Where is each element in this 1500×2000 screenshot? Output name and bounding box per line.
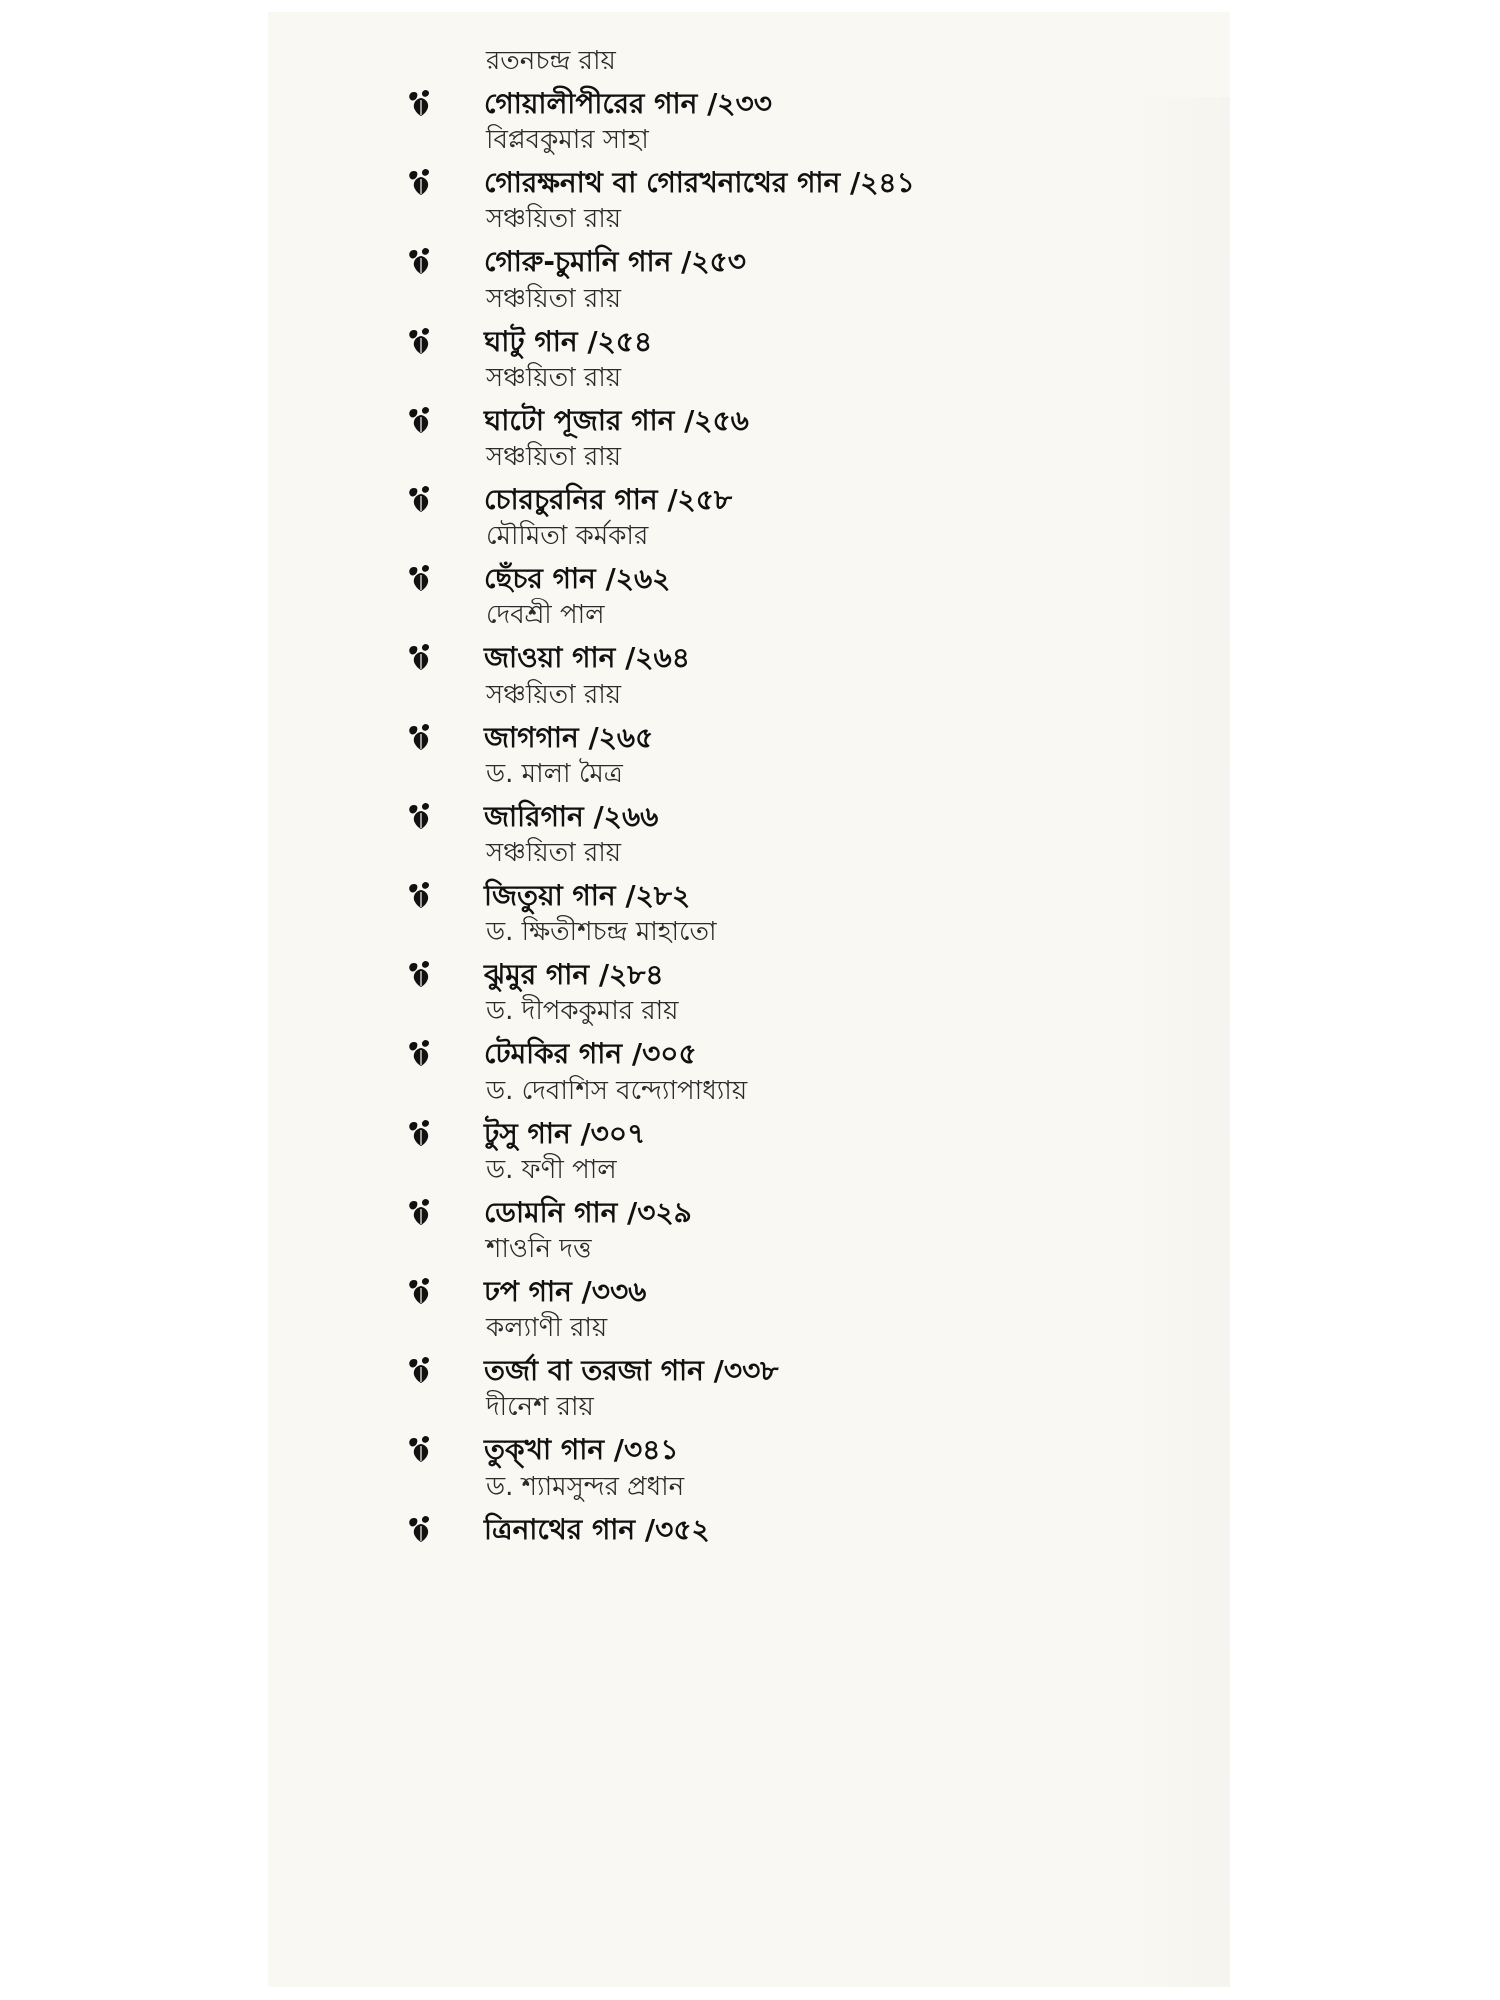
leaf-bullet-icon	[406, 1038, 436, 1068]
toc-title	[484, 1114, 645, 1154]
toc-title-line	[268, 480, 1230, 524]
toc-page-number: /২৫৮	[667, 483, 733, 516]
leaf-bullet-icon	[406, 1197, 436, 1227]
toc-title	[484, 322, 652, 362]
leaf-bullet-icon	[406, 88, 436, 118]
toc-title	[484, 1351, 778, 1391]
toc-title-text: জাগগান	[484, 720, 579, 754]
toc-title-text: ত্রিনাথের গান	[484, 1512, 636, 1546]
toc-title-line	[268, 401, 1230, 445]
toc-title-line	[268, 1193, 1230, 1237]
toc-page-number: /২৬৪	[625, 641, 690, 675]
toc-title-text: জিতুয়া গান	[484, 879, 616, 912]
toc-author: ড. দেবাশিস বন্দ্যোপাধ্যায়	[486, 1075, 748, 1106]
toc-title	[484, 242, 746, 282]
toc-page-number: /২৫৪	[587, 324, 653, 358]
toc-title	[484, 1034, 697, 1074]
toc-page-number: /৩৫২	[644, 1512, 710, 1546]
toc-title-text: ঢপ গান	[484, 1275, 572, 1308]
toc-title-line	[268, 1114, 1230, 1158]
toc-title-text: ডোমনি গান	[484, 1195, 618, 1229]
toc-title-line	[268, 84, 1230, 128]
toc-title-text: গোরু-চুমানি গান	[484, 245, 672, 279]
toc-page-number: /২৪১	[850, 166, 915, 200]
toc-author: দেবশ্রী পাল	[486, 600, 605, 631]
toc-page-number: /২৫৩	[681, 245, 746, 279]
toc-title	[484, 1272, 646, 1312]
leaf-bullet-icon	[406, 405, 436, 435]
toc-title-text: ঘাটো পূজার গান	[484, 403, 675, 437]
toc-title	[484, 401, 749, 441]
toc-title-text: তর্জা বা তরজা গান	[484, 1354, 704, 1388]
toc-title-line	[268, 1510, 1230, 1554]
toc-title-line	[268, 1351, 1230, 1395]
toc-page-number: /২৫৬	[684, 403, 749, 437]
toc-title-line	[268, 1430, 1230, 1474]
leaf-bullet-icon	[406, 801, 436, 831]
toc-title	[484, 84, 772, 124]
toc-page-number: /২৮৪	[598, 958, 664, 992]
toc-title	[484, 1430, 679, 1470]
toc-title-text: জারিগান	[484, 799, 584, 833]
leaf-bullet-icon	[406, 246, 436, 276]
toc-author: সঞ্চয়িতা রায়	[486, 362, 622, 393]
toc-title-line	[268, 1034, 1230, 1078]
toc-title-text: তুক্‌খা গান	[484, 1433, 605, 1467]
leaf-bullet-icon	[406, 1355, 436, 1385]
toc-title	[484, 559, 670, 599]
toc-page-number: /২৬৫	[588, 720, 654, 754]
leaf-bullet-icon	[406, 484, 436, 514]
toc-page-number: /২৮২	[625, 879, 691, 912]
toc-page-number: /৩০৫	[631, 1037, 697, 1071]
toc-title-line	[268, 955, 1230, 999]
toc-author: বিপ্লবকুমার সাহা	[486, 125, 649, 156]
toc-title-text: টেমকির গান	[484, 1037, 623, 1071]
toc-author: সঞ্চয়িতা রায়	[486, 283, 622, 314]
toc-title	[484, 718, 653, 758]
leaf-bullet-icon	[406, 880, 436, 910]
toc-title-text: ছেঁচর গান	[484, 562, 596, 596]
toc-author: সঞ্চয়িতা রায়	[486, 679, 622, 710]
toc-title-line	[268, 322, 1230, 366]
toc-author: সঞ্চয়িতা রায়	[486, 204, 622, 235]
toc-title-text: টুসু গান	[484, 1116, 571, 1150]
toc-page-number: /৩৩৮	[713, 1354, 779, 1388]
toc-title	[484, 955, 664, 995]
toc-title-text: চোরচুরনির গান	[484, 483, 658, 516]
toc-title	[484, 1193, 692, 1233]
toc-title-text: গোয়ালীপীরের গান	[484, 87, 698, 120]
toc-title-line	[268, 559, 1230, 603]
leaf-bullet-icon	[406, 1514, 436, 1544]
toc-page-number: /২৬২	[605, 562, 671, 596]
toc-page-number: /৩৪১	[613, 1433, 679, 1467]
toc-title-line	[268, 242, 1230, 286]
toc-author: ড. শ্যামসুন্দর প্রধান	[486, 1471, 685, 1502]
leaf-bullet-icon	[406, 1434, 436, 1464]
leaf-bullet-icon	[406, 959, 436, 989]
toc-title-line	[268, 638, 1230, 682]
toc-author: কল্যাণী রায়	[486, 1313, 608, 1344]
toc-title	[484, 638, 690, 678]
toc-title-text: ঘাটু গান	[484, 324, 578, 358]
toc-title-text: ঝুমুর গান	[484, 958, 590, 992]
toc-page-number: /২৩৩	[707, 87, 772, 120]
toc-title-line	[268, 1272, 1230, 1316]
leaf-bullet-icon	[406, 1118, 436, 1148]
toc-author: ড. ফণী পাল	[486, 1154, 617, 1185]
book-page	[268, 12, 1230, 1987]
toc-page-number: /২৬৬	[593, 799, 659, 833]
toc-title-text: গোরক্ষনাথ বা গোরখনাথের গান	[484, 166, 841, 200]
toc-author: রতনচন্দ্র রায়	[486, 46, 616, 76]
toc-page-number: /৩৩৬	[581, 1275, 647, 1308]
leaf-bullet-icon	[406, 1276, 436, 1306]
toc-title-line	[268, 797, 1230, 841]
toc-title	[484, 480, 732, 520]
toc-author: ড. মালা মৈত্র	[486, 758, 623, 789]
toc-title-line	[268, 163, 1230, 207]
toc-title-line	[268, 876, 1230, 920]
toc-title	[484, 163, 915, 203]
leaf-bullet-icon	[406, 722, 436, 752]
toc-author: ড. দীপককুমার রায়	[486, 996, 679, 1027]
toc-author: শাওনি দত্ত	[486, 1234, 592, 1264]
toc-title	[484, 876, 690, 916]
toc-title	[484, 797, 658, 837]
toc-page-number: /৩০৭	[580, 1116, 646, 1150]
toc-title-line	[268, 718, 1230, 762]
toc-author: সঞ্চয়িতা রায়	[486, 442, 622, 472]
toc-author: ড. ক্ষিতীশচন্দ্র মাহাতো	[486, 917, 717, 948]
toc-author: সঞ্চয়িতা রায়	[486, 838, 622, 868]
toc-author: দীনেশ রায়	[486, 1392, 594, 1423]
leaf-bullet-icon	[406, 563, 436, 593]
toc-title-text: জাওয়া গান	[484, 641, 616, 675]
toc-page-number: /৩২৯	[627, 1195, 692, 1229]
leaf-bullet-icon	[406, 326, 436, 356]
leaf-bullet-icon	[406, 167, 436, 197]
leaf-bullet-icon	[406, 642, 436, 672]
toc-title	[484, 1510, 710, 1550]
toc-author: মৌমিতা কর্মকার	[486, 521, 649, 552]
